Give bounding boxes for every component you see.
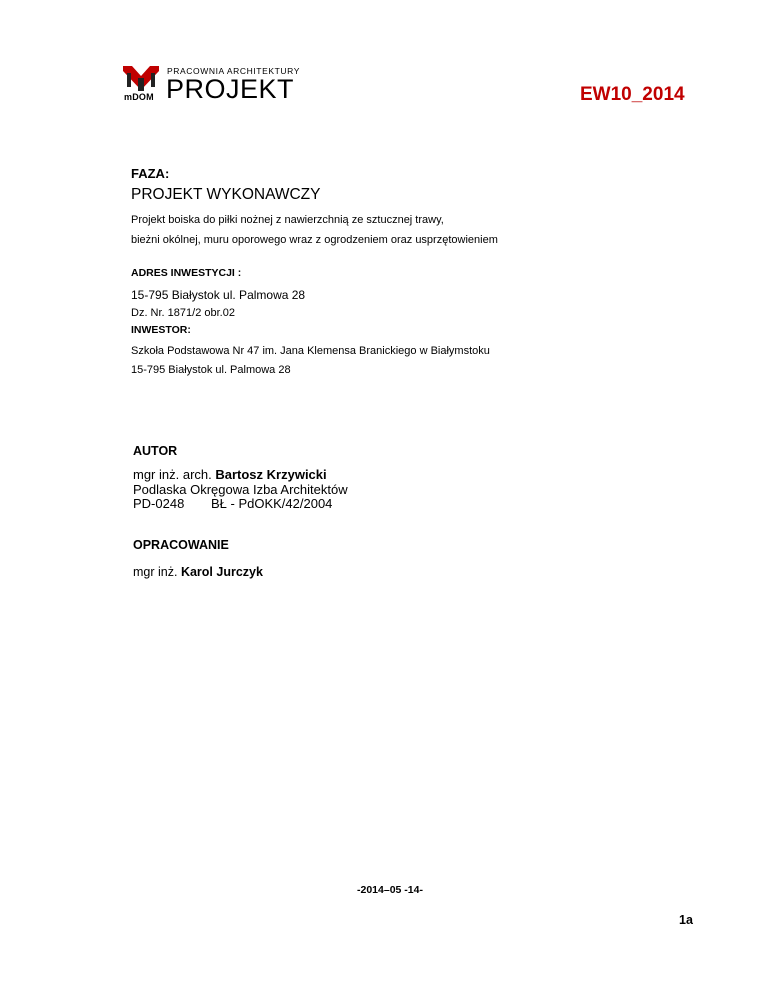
investment-address-label: ADRES INWESTYCJI : — [131, 267, 242, 279]
author-name: Bartosz Krzywicki — [215, 467, 327, 482]
project-description-line1: Projekt boiska do piłki nożnej z nawierzchnią ze sztucznej trawy, — [131, 214, 444, 226]
author-name-line — [133, 467, 327, 482]
phase-value: PROJEKT WYKONAWCZY — [131, 186, 321, 203]
page-number: 1a — [679, 913, 693, 927]
company-logo — [123, 66, 313, 106]
investment-address-line1: 15-795 Białystok ul. Palmowa 28 — [131, 288, 306, 302]
investor-line2: 15-795 Białystok ul. Palmowa 28 — [131, 364, 291, 376]
investor-line1: Szkoła Podstawowa Nr 47 im. Jana Klemensa Branickiego w Białymstoku — [131, 345, 490, 357]
prepared-by-name: Karol Jurczyk — [180, 565, 263, 579]
author-registration-line — [133, 496, 332, 511]
prepared-by-name-line — [133, 565, 263, 579]
phase-label: FAZA: — [131, 166, 170, 181]
project-description-line2: bieżni okólnej, muru oporowego wraz z ogrodzeniem oraz usprzętowieniem — [131, 234, 498, 246]
author-label: AUTOR — [133, 444, 178, 458]
logo-small-text: mDOM — [124, 92, 154, 102]
prepared-by-label: OPRACOWANIE — [133, 538, 229, 552]
author-title: mgr inż. arch. — [133, 467, 216, 482]
investment-address-line2: Dz. Nr. 1871/2 obr.02 — [131, 307, 235, 319]
prepared-by-title: mgr inż. — [133, 565, 181, 579]
author-reg-number: PD-0248 — [133, 496, 185, 511]
document-date: -2014–05 -14- — [357, 884, 423, 896]
logo-top-text: PRACOWNIA ARCHITEKTURY — [167, 66, 301, 76]
author-chamber: Podlaska Okręgowa Izba Architektów — [133, 482, 348, 497]
logo-main-text: PROJEKT — [166, 74, 295, 104]
document-code: EW10_2014 — [580, 84, 685, 105]
investor-label: INWESTOR: — [131, 324, 191, 336]
author-license: BŁ - PdOKK/42/2004 — [211, 496, 333, 511]
